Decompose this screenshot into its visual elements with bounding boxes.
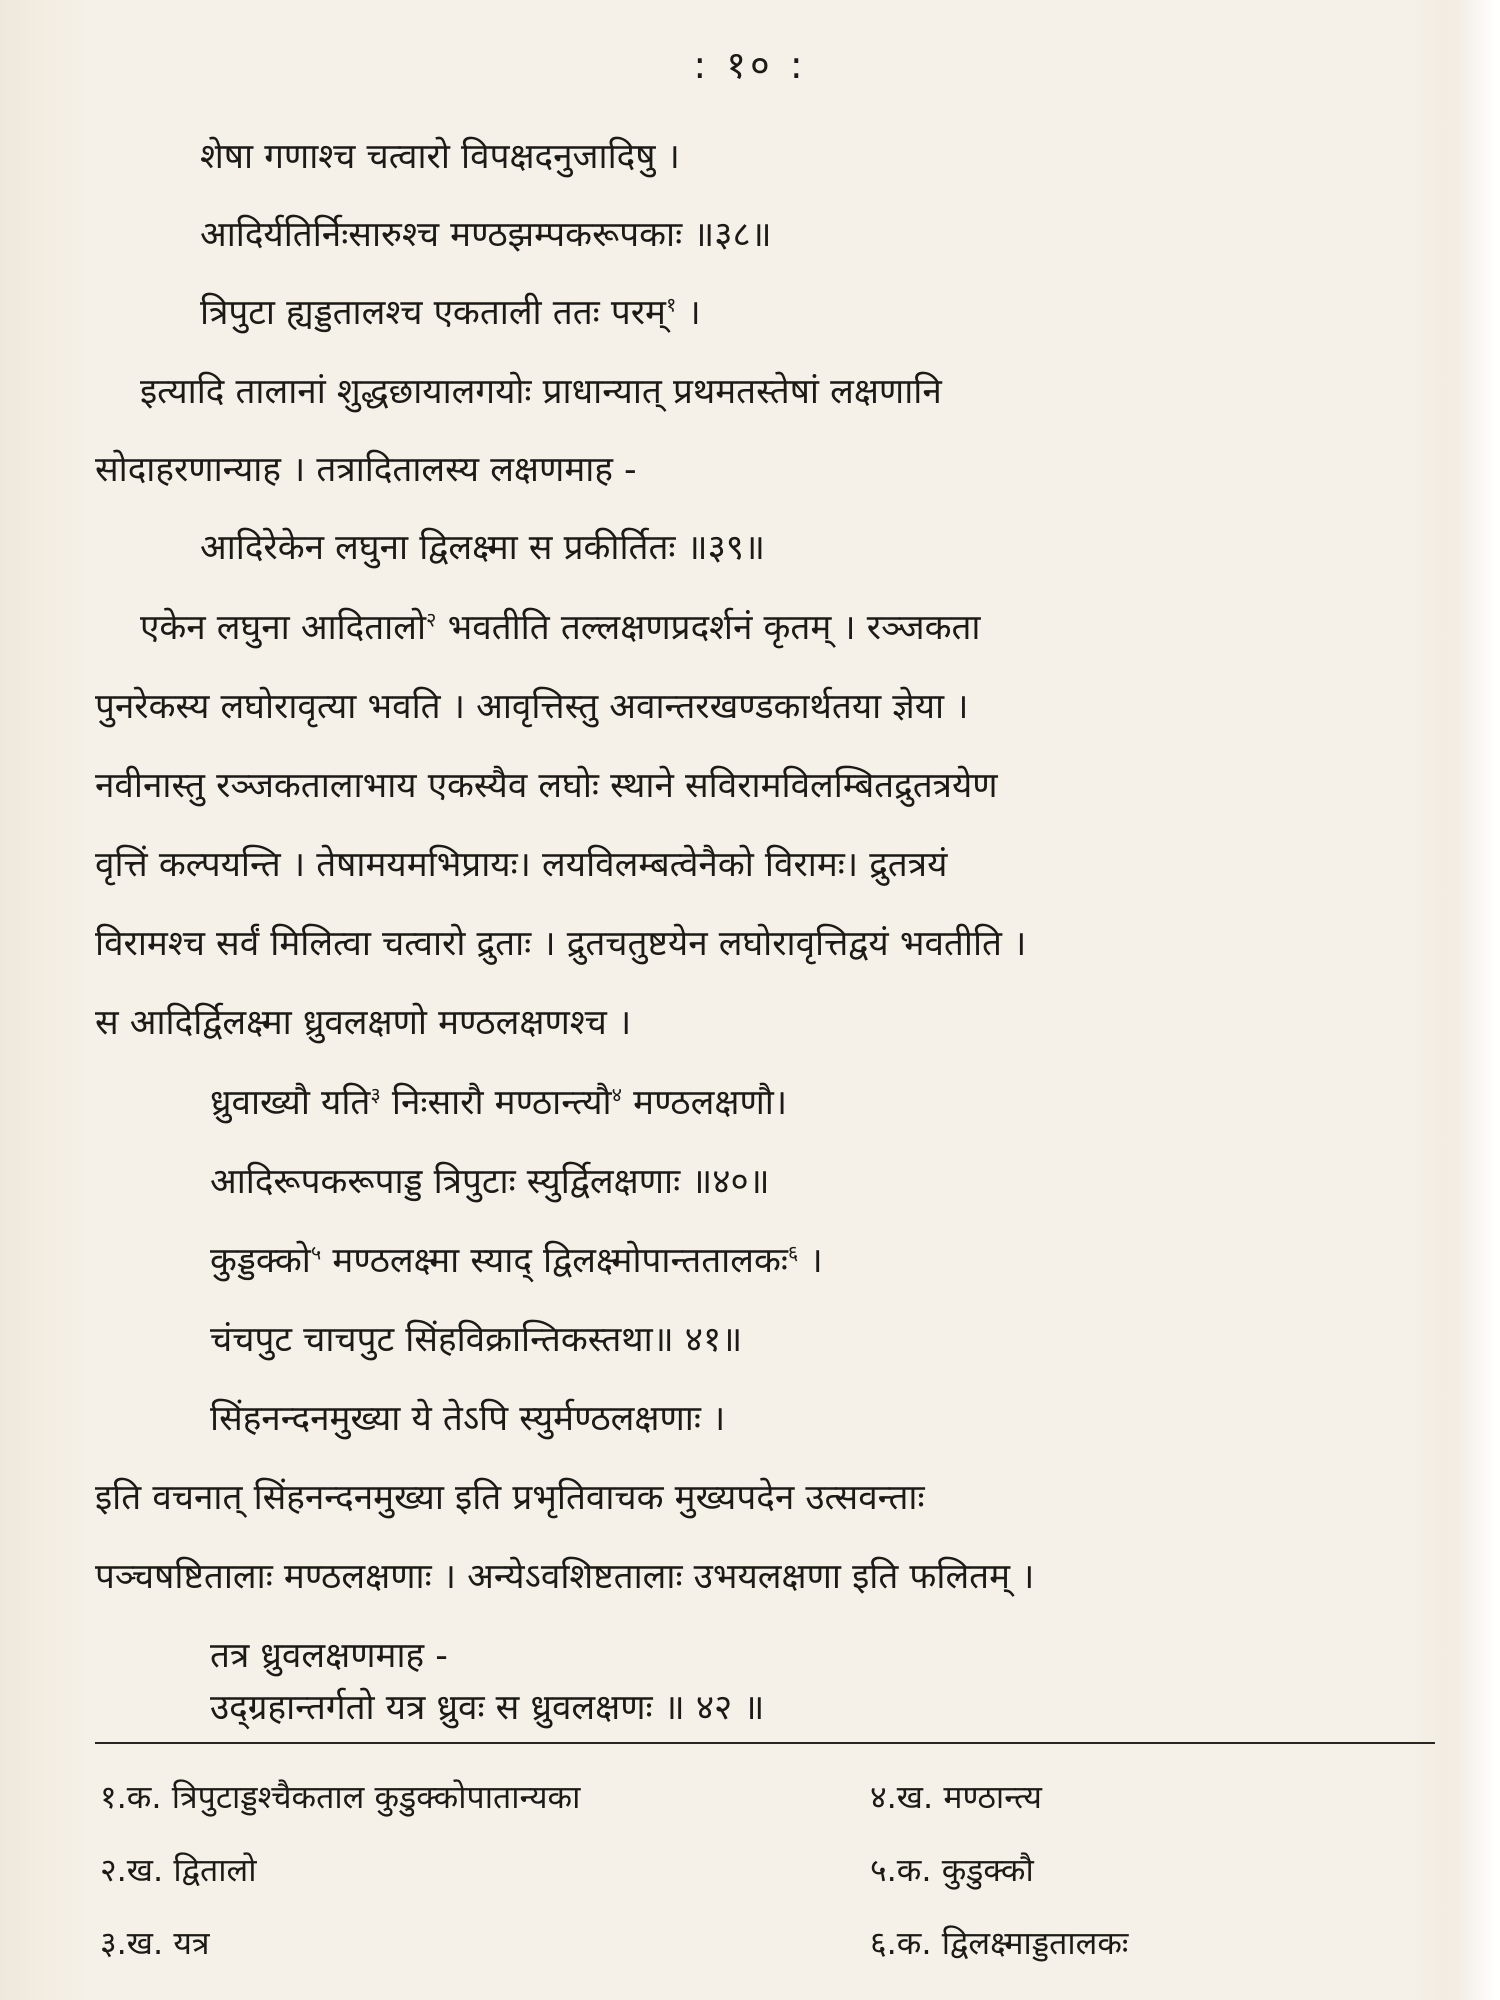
footnote-mark: ६ — [787, 1240, 799, 1265]
verse-line: तत्र ध्रुवलक्षणमाह - — [210, 1636, 448, 1676]
verse-line: उद्ग्रहान्तर्गतो यत्र ध्रुवः स ध्रुवलक्षणः ॥ ४२ ॥ — [210, 1688, 765, 1728]
verse-line — [210, 1083, 787, 1123]
verse-line: आदिर्यतिर्निःसारुश्च मण्ठझम्पकरूपकाः ॥३८॥ — [200, 215, 772, 255]
footnote: ४.ख. मण्ठान्त्य — [870, 1778, 1042, 1816]
footnote-mark: २ — [426, 607, 437, 632]
prose-line — [140, 608, 981, 648]
prose-text: भवतीति तल्लक्षणप्रदर्शनं कृतम् । रञ्जकता — [447, 608, 981, 648]
verse-line — [210, 1241, 823, 1281]
danda: । — [809, 1241, 823, 1281]
verse-line: चंचपुट चाचपुट सिंहविक्रान्तिकस्तथा॥ ४१॥ — [210, 1320, 743, 1360]
page-edge-shadow — [1450, 0, 1500, 2000]
footnote-mark: ४ — [611, 1082, 622, 1107]
verse-text: कुड्डक्को — [210, 1241, 311, 1281]
prose-line: इत्यादि तालानां शुद्धछायालगयोः प्राधान्यात् प्रथमतस्तेषां लक्षणानि — [140, 372, 942, 412]
prose-line: इति वचनात् सिंहनन्दनमुख्या इति प्रभृतिवाचक मुख्यपदेन उत्सवन्ताः — [95, 1478, 925, 1518]
verse-line: सिंहनन्दनमुख्या ये तेऽपि स्युर्मण्ठलक्षणाः । — [210, 1399, 726, 1439]
verse-line: आदिरूपकरूपाड्ड त्रिपुटाः स्युर्द्विलक्षणाः ॥४०॥ — [210, 1162, 770, 1202]
danda: । — [687, 293, 701, 333]
prose-line: पञ्चषष्टितालाः मण्ठलक्षणाः । अन्येऽवशिष्टतालाः उभयलक्षणा इति फलितम् । — [95, 1557, 1035, 1597]
footnote: १.क. त्रिपुटाड्डश्चैकताल कुडुक्कोपातान्यका — [100, 1778, 581, 1816]
footnote: ६.क. द्विलक्ष्माड्डतालकः — [870, 1924, 1129, 1962]
footnote: ३.ख. यत्र — [100, 1924, 210, 1962]
footnote-mark: ३ — [370, 1082, 381, 1107]
prose-line: सोदाहरणान्याह । तत्रादितालस्य लक्षणमाह - — [95, 450, 637, 490]
prose-line: पुनरेकस्य लघोरावृत्या भवति । आवृत्तिस्तु अवान्तरखण्डकार्थतया ज्ञेया । — [95, 687, 969, 727]
verse-text: त्रिपुटा ह्यड्डतालश्च एकताली ततः परम् — [200, 293, 666, 333]
prose-line: वृत्तिं कल्पयन्ति । तेषामयमभिप्रायः। लयविलम्बत्वेनैको विरामः। द्रुतत्रयं — [95, 845, 948, 885]
prose-line: विरामश्च सर्वं मिलित्वा चत्वारो द्रुताः । द्रुतचतुष्टयेन लघोरावृत्तिद्वयं भवतीति । — [95, 924, 1027, 964]
footnote-mark: ५ — [310, 1240, 322, 1265]
verse-line — [200, 293, 701, 333]
page-number: : १० : — [693, 43, 807, 87]
verse-text: ध्रुवाख्यौ यति — [210, 1083, 371, 1123]
verse-text: निःसारौ मण्ठान्त्यौ — [391, 1083, 612, 1123]
prose-text: एकेन लघुना आदितालो — [140, 608, 427, 648]
footnote: २.ख. द्वितालो — [100, 1851, 257, 1889]
prose-line: स आदिर्द्विलक्ष्मा ध्रुवलक्षणो मण्ठलक्षणश्च । — [95, 1003, 632, 1043]
verse-text: मण्ठलक्ष्मा स्याद् द्विलक्ष्मोपान्ततालकः — [332, 1241, 788, 1281]
footnote: ५.क. कुडुक्कौ — [870, 1851, 1034, 1889]
verse-line: आदिरेकेन लघुना द्विलक्ष्मा स प्रकीर्तितः ॥३९॥ — [200, 528, 765, 568]
footnote-mark: १ — [665, 292, 677, 317]
verse-line: शेषा गणाश्च चत्वारो विपक्षदनुजादिषु । — [200, 137, 680, 177]
verse-text: मण्ठलक्षणौ। — [633, 1083, 788, 1123]
footnote-divider — [95, 1742, 1435, 1744]
prose-line: नवीनास्तु रञ्जकतालाभाय एकस्यैव लघोः स्थाने सविरामविलम्बितद्रुतत्रयेण — [95, 766, 998, 806]
